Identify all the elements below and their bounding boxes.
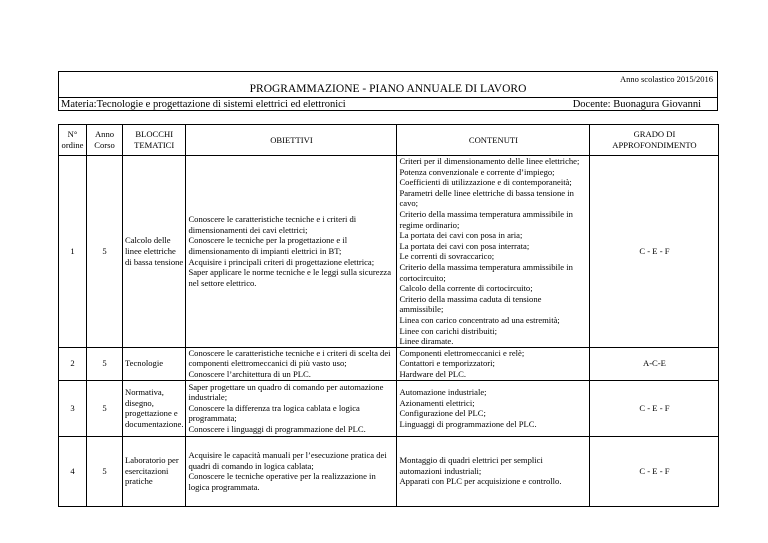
subject-teacher-line: [59, 97, 717, 112]
cell-anno: 5: [87, 436, 123, 506]
column-header: BLOCCHI TEMATICI: [123, 125, 186, 156]
cell-n: 2: [59, 347, 87, 380]
column-header: N° ordine: [59, 125, 87, 156]
cell-obiettivi: Saper progettare un quadro di comando per automazione industriale; Conoscere la differenza tra logica cablata e logica programmata; Conoscere i linguaggi di programmazione del PLC.: [186, 380, 397, 436]
cell-grado: C - E - F: [590, 380, 719, 436]
cell-anno: 5: [87, 156, 123, 348]
column-header: Anno Corso: [87, 125, 123, 156]
cell-n: 4: [59, 436, 87, 506]
cell-grado: C - E - F: [590, 436, 719, 506]
school-year: Anno scolastico 2015/2016: [619, 74, 713, 84]
cell-grado: A-C-E: [590, 347, 719, 380]
cell-blocco: Laboratorio per esercitazioni pratiche: [123, 436, 186, 506]
table-row: [59, 380, 719, 436]
cell-contenuti: Componenti elettromeccanici e relè; Contattori e temporizzatori; Hardware del PLC.: [397, 347, 590, 380]
subject: Materia:Tecnologie e progettazione di sistemi elettrici ed elettronici: [61, 99, 346, 110]
cell-contenuti: Montaggio di quadri elettrici per semplici automazioni industriali; Apparati con PLC per acquisizione e controllo.: [397, 436, 590, 506]
cell-obiettivi: Conoscere le caratteristiche tecniche e i criteri di dimensionamenti dei cavi elettrici; Conoscere le tecniche per la progettazione e il dimensionamento di impianti elettrici in BT; Acquisire i principali criteri di progettazione elettrica; Saper applicare le norme tecniche e le leggi sulla sicurezza nel settore elettrico.: [186, 156, 397, 348]
cell-grado: C - E - F: [590, 156, 719, 348]
cell-blocco: Calcolo delle linee elettriche di bassa tensione: [123, 156, 186, 348]
cell-anno: 5: [87, 380, 123, 436]
teacher: Docente: Buonagura Giovanni: [572, 99, 701, 110]
program-table: [58, 124, 719, 507]
cell-contenuti: Automazione industriale; Azionamenti elettrici; Configurazione del PLC; Linguaggi di programmazione del PLC.: [397, 380, 590, 436]
cell-contenuti: Criteri per il dimensionamento delle linee elettriche; Potenza convenzionale e corrente d’impiego; Coefficienti di utilizzazione e di contemporaneità; Parametri delle linee elettriche di bassa tensione in cavo; Criterio della massima temperatura ammissibile in regime ordinario; La portata dei cavi con posa in aria; La portata dei cavi con posa interrata; Le correnti di sovraccarico; Criterio della massima temperatura ammissibile in cortocircuito; Calcolo della corrente di cortocircuito; Criterio della massima caduta di tensione ammissibile; Linea con carico concentrato ad una estremità; Linee con carichi distribuiti; Linee diramate.: [397, 156, 590, 348]
table-row: [59, 156, 719, 348]
cell-obiettivi: Conoscere le caratteristiche tecniche e i criteri di scelta dei componenti elettromeccanici di più vasto uso; Conoscere l’architettura di un PLC.: [186, 347, 397, 380]
cell-anno: 5: [87, 347, 123, 380]
column-header: GRADO DI APPROFONDIMENTO: [590, 125, 719, 156]
table-row: [59, 347, 719, 380]
document-title: PROGRAMMAZIONE - PIANO ANNUALE DI LAVORO: [249, 83, 527, 95]
cell-obiettivi: Acquisire le capacità manuali per l’esecuzione pratica dei quadri di comando in logica cablata; Conoscere le tecniche operative per la realizzazione in logica programmata.: [186, 436, 397, 506]
document-header: [58, 71, 718, 111]
cell-n: 3: [59, 380, 87, 436]
cell-n: 1: [59, 156, 87, 348]
cell-blocco: Normativa, disegno, progettazione e documentazione.: [123, 380, 186, 436]
cell-blocco: Tecnologie: [123, 347, 186, 380]
table-row: [59, 436, 719, 506]
table-header-row: [59, 125, 719, 156]
column-header: OBIETTIVI: [186, 125, 397, 156]
column-header: CONTENUTI: [397, 125, 590, 156]
